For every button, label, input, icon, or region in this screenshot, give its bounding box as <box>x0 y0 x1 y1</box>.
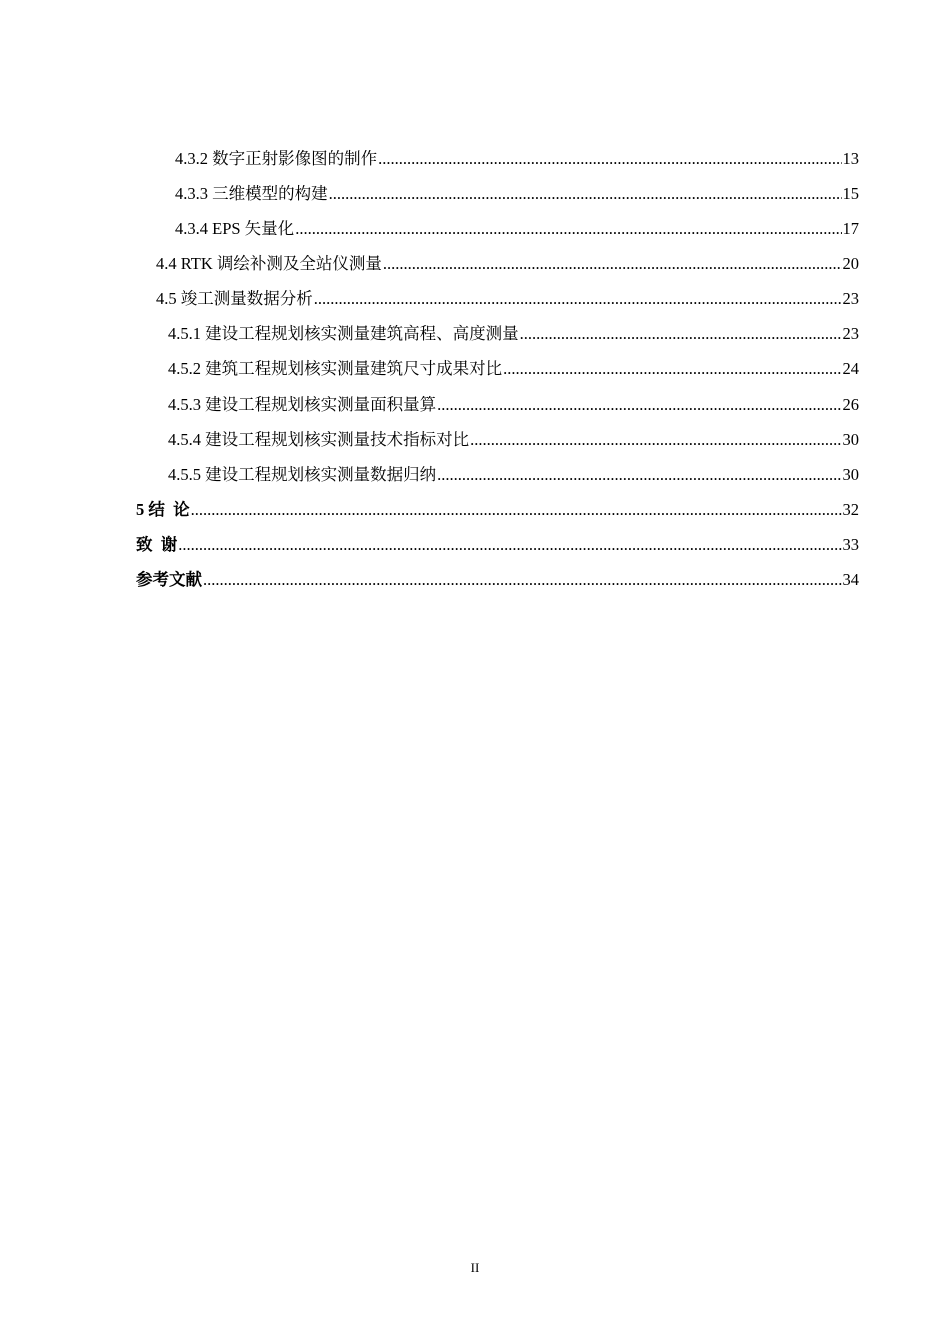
toc-entry-title: 4.5 竣工测量数据分析 <box>156 289 313 308</box>
toc-entry-page: 23 <box>842 289 859 308</box>
toc-entry-title: 致 谢 <box>136 535 178 554</box>
toc-entry-page: 17 <box>842 219 859 238</box>
toc-entry-title: 4.5.1 建设工程规划核实测量建筑高程、高度测量 <box>168 324 519 343</box>
toc-dot-leader <box>470 428 841 452</box>
toc-entry-page: 13 <box>842 149 859 168</box>
toc-entry-4-5-4[interactable] <box>168 428 859 452</box>
toc-entry-4-3-4[interactable] <box>175 217 859 241</box>
footer-page-number: II <box>470 1260 480 1275</box>
toc-entry-title: 参考文献 <box>136 570 202 589</box>
toc-entry-title: 4.4 RTK 调绘补测及全站仪测量 <box>156 254 382 273</box>
toc-entry-title: 4.3.3 三维模型的构建 <box>175 184 328 203</box>
toc-entry-4-5[interactable] <box>156 287 859 311</box>
toc-dot-leader <box>329 182 842 206</box>
toc-dot-leader <box>203 568 842 592</box>
toc-dot-leader <box>520 322 842 346</box>
toc-entry-4-5-5[interactable] <box>168 463 859 487</box>
toc-dot-leader <box>378 147 841 171</box>
toc-entry-page: 15 <box>842 184 859 203</box>
toc-entry-4-5-1[interactable] <box>168 322 859 346</box>
toc-entry-title: 4.5.3 建设工程规划核实测量面积量算 <box>168 395 437 414</box>
toc-entry-title: 4.3.4 EPS 矢量化 <box>175 219 295 238</box>
toc-entry-acknowledgements[interactable] <box>136 533 859 557</box>
toc-entry-page: 30 <box>842 465 859 484</box>
toc-entry-4-3-3[interactable] <box>175 182 859 206</box>
toc-entry-4-4[interactable] <box>156 252 859 276</box>
toc-entry-page: 23 <box>842 324 859 343</box>
toc-dot-leader <box>191 498 842 522</box>
toc-entry-conclusion[interactable] <box>136 498 859 522</box>
toc-dot-leader <box>503 357 841 381</box>
toc-entry-title: 4.3.2 数字正射影像图的制作 <box>175 149 378 168</box>
toc-dot-leader <box>437 463 841 487</box>
toc-entry-page: 30 <box>842 430 859 449</box>
toc-dot-leader <box>295 217 841 241</box>
toc-entry-title: 4.5.4 建设工程规划核实测量技术指标对比 <box>168 430 470 449</box>
toc-entry-page: 20 <box>842 254 859 273</box>
toc-entry-page: 32 <box>842 500 859 519</box>
toc-entry-title: 4.5.2 建筑工程规划核实测量建筑尺寸成果对比 <box>168 359 503 378</box>
toc-entry-references[interactable] <box>136 568 859 592</box>
toc-entry-4-5-2[interactable] <box>168 357 859 381</box>
toc-dot-leader <box>437 393 841 417</box>
toc-dot-leader <box>314 287 842 311</box>
toc-entry-4-5-3[interactable] <box>168 393 859 417</box>
toc-dot-leader <box>383 252 842 276</box>
toc-entry-page: 24 <box>842 359 859 378</box>
toc-entry-4-3-2[interactable] <box>175 147 859 171</box>
toc-entry-title: 4.5.5 建设工程规划核实测量数据归纳 <box>168 465 437 484</box>
toc-entry-page: 33 <box>842 535 859 554</box>
toc-dot-leader <box>178 533 841 557</box>
toc-entry-page: 34 <box>842 570 859 589</box>
toc-entry-page: 26 <box>842 395 859 414</box>
toc-entry-title: 5 结 论 <box>136 500 190 519</box>
